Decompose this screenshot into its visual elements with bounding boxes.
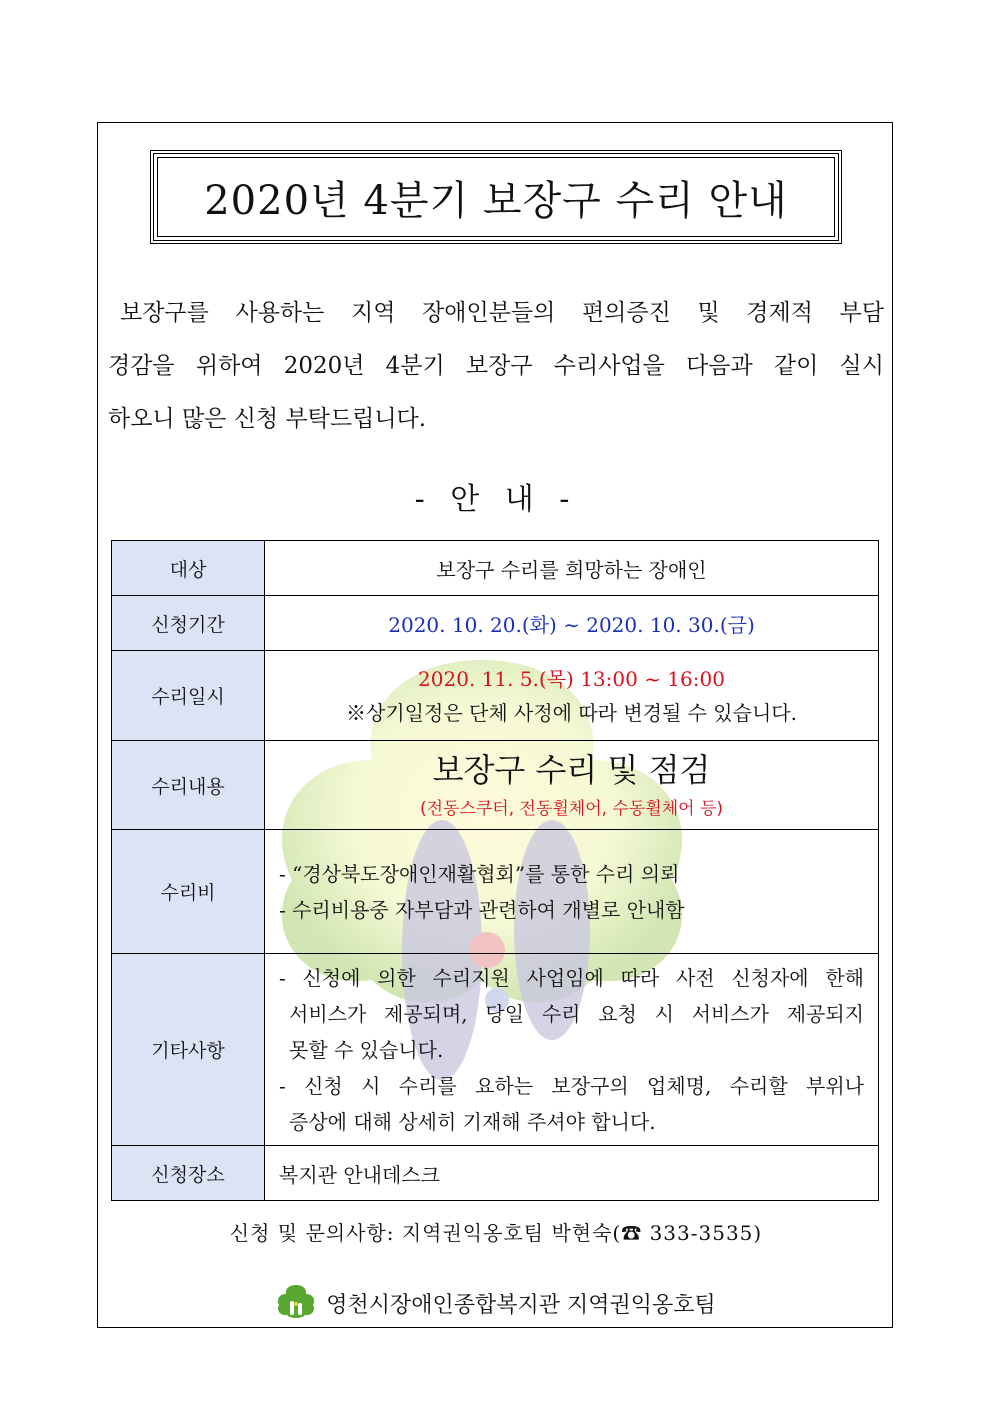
intro-paragraph [108,287,884,446]
etc-line: 못할 수 있습니다. [289,1037,444,1062]
value-datetime: 2020. 11. 5.(목) 13:00 ~ 16:00 [418,666,725,691]
etc-line: 증상에 대해 상세히 기재해 주셔야 합니다. [289,1109,656,1134]
tree-logo-icon [276,1283,316,1323]
row-etc [112,954,879,1146]
value-etc-cell [265,954,879,1146]
contact-line: 신청 및 문의사항: 지역권익옹호팀 박현숙(☎ 333-3535) [229,1221,763,1245]
label-datetime: 수리일시 [112,651,265,741]
value-place: 복지관 안내데스크 [265,1146,879,1201]
intro-line-2: 경감을 위하여 2020년 4분기 보장구 수리사업을 다음과 같이 실시 [108,353,884,379]
label-etc: 기타사항 [112,954,265,1146]
value-content-cell [265,741,879,830]
etc-line: 서비스가 제공되며, 당일 수리 요청 시 서비스가 제공되지 [289,1001,864,1026]
intro-line-3: 하오니 많은 신청 부탁드립니다. [108,406,427,432]
row-content [112,741,879,830]
cost-item: - 수리비용중 자부담과 관련하여 개별로 안내함 [279,897,685,922]
cost-item: - “경상북도장애인재활협회”를 통한 수리 의뢰 [279,861,680,886]
label-cost: 수리비 [112,830,265,954]
row-place [112,1146,879,1201]
info-table [111,540,879,1201]
etc-line: - 신청에 의한 수리지원 사업임에 따라 사전 신청자에 한해 [279,965,864,990]
label-target: 대상 [112,541,265,596]
label-content: 수리내용 [112,741,265,830]
row-period [112,596,879,651]
value-period: 2020. 10. 20.(화) ∼ 2020. 10. 30.(금) [265,596,879,651]
row-cost [112,830,879,954]
title-box [150,150,842,244]
label-period: 신청기간 [112,596,265,651]
etc-line: - 신청 시 수리를 요하는 보장구의 업체명, 수리할 부위나 [279,1073,864,1098]
page-title: 2020년 4분기 보장구 수리 안내 [204,177,788,224]
datetime-note: ※상기일정은 단체 사정에 따라 변경될 수 있습니다. [346,700,797,725]
footer [0,1283,992,1323]
row-target [112,541,879,596]
value-content: 보장구 수리 및 점검 [432,751,711,789]
footer-org-name: 영천시장애인종합복지관 지역권익옹호팀 [326,1292,716,1318]
content-sub: (전동스쿠터, 전동휠체어, 수동휠체어 등) [419,799,724,819]
row-datetime [112,651,879,741]
value-datetime-cell [265,651,879,741]
value-target: 보장구 수리를 희망하는 장애인 [265,541,879,596]
intro-line-1: 보장구를 사용하는 지역 장애인분들의 편의증진 및 경제적 부담 [120,300,884,326]
value-cost-cell [265,830,879,954]
guide-heading: - 안 내 - [414,482,578,517]
label-place: 신청장소 [112,1146,265,1201]
